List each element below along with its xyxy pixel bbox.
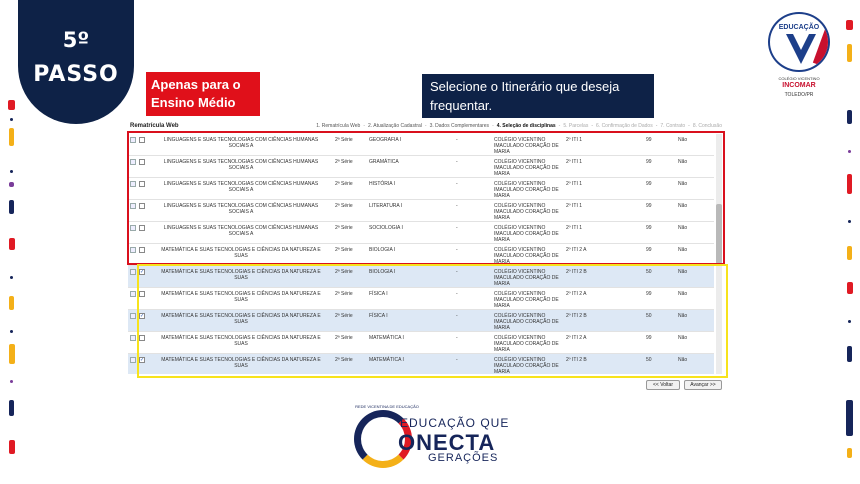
- dash-cell: -: [456, 247, 458, 253]
- class-cell: 2º ITI 2 B: [566, 313, 587, 319]
- wizard-step-2: 2. Atualização Cadastral: [367, 123, 422, 129]
- dash-cell: -: [456, 137, 458, 143]
- expand-icon[interactable]: [130, 291, 136, 297]
- flag-cell: Não: [678, 137, 688, 143]
- serie-cell: 2ª Série: [335, 137, 353, 143]
- vacancies-cell: 99: [646, 335, 652, 341]
- discipline-cell: GEOGRAFIA I: [369, 137, 402, 143]
- serie-cell: 2ª Série: [335, 269, 353, 275]
- dash-cell: -: [456, 269, 458, 275]
- right-decoration: [844, 0, 856, 484]
- wizard-step-8: 8. Conclusão: [692, 123, 722, 129]
- school-cell: COLÉGIO VICENTINO IMACULADO CORAÇÃO DE MARIA: [494, 181, 559, 199]
- brand-logo: [764, 12, 834, 108]
- serie-cell: 2ª Série: [335, 247, 353, 253]
- class-cell: 2º ITI 1: [566, 203, 582, 209]
- conecta-logo: [350, 404, 520, 470]
- school-cell: COLÉGIO VICENTINO IMACULADO CORAÇÃO DE MARIA: [494, 291, 559, 309]
- class-cell: 2º ITI 2 A: [566, 247, 587, 253]
- brand-name: INCOMAR: [782, 82, 816, 89]
- brand-school-text: COLÉGIO VICENTINO: [778, 76, 820, 81]
- vacancies-cell: 99: [646, 159, 652, 165]
- area-cell: MATEMÁTICA E SUAS TECNOLOGIAS E CIÊNCIAS DA NATUREZA E SUAS: [161, 291, 321, 303]
- next-button[interactable]: Avançar >>: [684, 380, 722, 390]
- expand-icon[interactable]: [130, 313, 136, 319]
- expand-icon[interactable]: [130, 335, 136, 341]
- back-button[interactable]: << Voltar: [646, 380, 680, 390]
- brand-top-text: EDUCAÇÃO: [778, 24, 820, 31]
- wizard-step-6: 6. Confirmação de Dados: [596, 123, 653, 129]
- vacancies-cell: 99: [646, 247, 652, 253]
- row-checkbox[interactable]: ✓: [140, 357, 145, 363]
- area-cell: LINGUAGENS E SUAS TECNOLOGIAS COM CIÊNCIAS HUMANAS SOCIAIS A: [163, 137, 319, 149]
- ensino-medio-note: Apenas para o Ensino Médio: [146, 72, 260, 116]
- flag-cell: Não: [678, 181, 688, 187]
- conecta-line3: GERAÇÕES: [428, 452, 499, 464]
- serie-cell: 2ª Série: [335, 203, 353, 209]
- class-cell: 2º ITI 1: [566, 181, 582, 187]
- discipline-cell: FÍSICA I: [369, 313, 388, 319]
- serie-cell: 2ª Série: [335, 225, 353, 231]
- class-cell: 2º ITI 2 B: [566, 269, 587, 275]
- discipline-cell: BIOLOGIA I: [369, 247, 396, 253]
- wizard-step-5: 5. Parcelas: [563, 123, 589, 129]
- dash-cell: -: [456, 313, 458, 319]
- class-cell: 2º ITI 1: [566, 137, 582, 143]
- school-cell: COLÉGIO VICENTINO IMACULADO CORAÇÃO DE MARIA: [494, 203, 559, 221]
- vacancies-cell: 99: [646, 137, 652, 143]
- discipline-cell: MATEMÁTICA I: [369, 335, 404, 341]
- school-cell: COLÉGIO VICENTINO IMACULADO CORAÇÃO DE MARIA: [494, 357, 559, 374]
- wizard-step-7: 7. Contrato: [660, 123, 686, 129]
- serie-cell: 2ª Série: [335, 357, 353, 363]
- school-cell: COLÉGIO VICENTINO IMACULADO CORAÇÃO DE MARIA: [494, 269, 559, 287]
- flag-cell: Não: [678, 335, 688, 341]
- wizard-step-3: 3. Dados Complementares: [429, 123, 490, 129]
- highlight-yellow-box: [137, 264, 728, 378]
- conecta-line1: EDUCAÇÃO QUE: [400, 416, 510, 430]
- discipline-cell: HISTÓRIA I: [369, 181, 396, 187]
- serie-cell: 2ª Série: [335, 291, 353, 297]
- area-cell: LINGUAGENS E SUAS TECNOLOGIAS COM CIÊNCIAS HUMANAS SOCIAIS A: [163, 225, 319, 237]
- discipline-cell: MATEMÁTICA I: [369, 357, 404, 363]
- dash-cell: -: [456, 335, 458, 341]
- row-checkbox[interactable]: ✓: [140, 269, 145, 275]
- vacancies-cell: 50: [646, 269, 652, 275]
- area-cell: LINGUAGENS E SUAS TECNOLOGIAS COM CIÊNCIAS HUMANAS SOCIAIS A: [163, 181, 319, 193]
- flag-cell: Não: [678, 357, 688, 363]
- flag-cell: Não: [678, 225, 688, 231]
- flag-cell: Não: [678, 203, 688, 209]
- app-title: Rematrícula Web: [130, 123, 179, 129]
- step-badge: [18, 0, 134, 124]
- discipline-cell: GRAMÁTICA: [369, 159, 399, 165]
- serie-cell: 2ª Série: [335, 313, 353, 319]
- wizard-step-1: 1. Rematrícula Web: [316, 123, 361, 129]
- serie-cell: 2ª Série: [335, 335, 353, 341]
- expand-icon[interactable]: [130, 269, 136, 275]
- dash-cell: -: [456, 203, 458, 209]
- vacancies-cell: 50: [646, 357, 652, 363]
- class-cell: 2º ITI 2 B: [566, 357, 587, 363]
- vacancies-cell: 99: [646, 291, 652, 297]
- left-decoration: [6, 0, 18, 484]
- discipline-cell: FÍSICA I: [369, 291, 388, 297]
- class-cell: 2º ITI 1: [566, 225, 582, 231]
- brand-city: TOLEDO/PR: [784, 92, 814, 98]
- vacancies-cell: 99: [646, 225, 652, 231]
- dash-cell: -: [456, 159, 458, 165]
- discipline-cell: BIOLOGIA I: [369, 269, 396, 275]
- serie-cell: 2ª Série: [335, 159, 353, 165]
- area-cell: MATEMÁTICA E SUAS TECNOLOGIAS E CIÊNCIAS DA NATUREZA E SUAS: [161, 269, 321, 281]
- area-cell: MATEMÁTICA E SUAS TECNOLOGIAS E CIÊNCIAS DA NATUREZA E SUAS: [161, 313, 321, 325]
- school-cell: COLÉGIO VICENTINO IMACULADO CORAÇÃO DE MARIA: [494, 225, 559, 243]
- conecta-line2: ONECTA: [398, 430, 496, 455]
- expand-icon[interactable]: [130, 357, 136, 363]
- vacancies-cell: 50: [646, 313, 652, 319]
- flag-cell: Não: [678, 247, 688, 253]
- school-cell: COLÉGIO VICENTINO IMACULADO CORAÇÃO DE MARIA: [494, 313, 559, 331]
- school-cell: COLÉGIO VICENTINO IMACULADO CORAÇÃO DE MARIA: [494, 159, 559, 177]
- serie-cell: 2ª Série: [335, 181, 353, 187]
- row-checkbox[interactable]: ✓: [140, 313, 145, 319]
- area-cell: MATEMÁTICA E SUAS TECNOLOGIAS E CIÊNCIAS DA NATUREZA E SUAS: [161, 357, 321, 369]
- discipline-cell: SOCIOLOGIA I: [369, 225, 403, 231]
- step-word: PASSO: [33, 62, 119, 87]
- dash-cell: -: [456, 181, 458, 187]
- class-cell: 2º ITI 1: [566, 159, 582, 165]
- wizard-steps: 1. Rematrícula Web - 2. Atualização Cadastral - 3. Dados Complementares - 4. Seleção de disciplinas - 5. Parcelas - 6. Confirmação de Dados - 7. Contrato - 8. Conclusão: [316, 123, 722, 129]
- wizard-step-4: 4. Seleção de disciplinas: [496, 123, 556, 129]
- flag-cell: Não: [678, 159, 688, 165]
- highlight-red-box: [127, 131, 725, 265]
- flag-cell: Não: [678, 269, 688, 275]
- area-cell: MATEMÁTICA E SUAS TECNOLOGIAS E CIÊNCIAS DA NATUREZA E SUAS: [161, 335, 321, 347]
- school-cell: COLÉGIO VICENTINO IMACULADO CORAÇÃO DE MARIA: [494, 247, 559, 265]
- area-cell: LINGUAGENS E SUAS TECNOLOGIAS COM CIÊNCIAS HUMANAS SOCIAIS A: [163, 159, 319, 171]
- step-number: 5º: [62, 28, 90, 52]
- vacancies-cell: 99: [646, 203, 652, 209]
- dash-cell: -: [456, 291, 458, 297]
- class-cell: 2º ITI 2 A: [566, 335, 587, 341]
- flag-cell: Não: [678, 313, 688, 319]
- itinerary-instruction: Selecione o Itinerário que deseja frequentar.: [422, 74, 654, 118]
- school-cell: COLÉGIO VICENTINO IMACULADO CORAÇÃO DE MARIA: [494, 137, 559, 155]
- conecta-arc-text: REDE VICENTINA DE EDUCAÇÃO: [355, 404, 419, 409]
- school-cell: COLÉGIO VICENTINO IMACULADO CORAÇÃO DE MARIA: [494, 335, 559, 353]
- brand-emblem: [768, 12, 830, 72]
- discipline-cell: LITERATURA I: [369, 203, 403, 209]
- vacancies-cell: 99: [646, 181, 652, 187]
- flag-cell: Não: [678, 291, 688, 297]
- area-cell: MATEMÁTICA E SUAS TECNOLOGIAS E CIÊNCIAS DA NATUREZA E SUAS: [161, 247, 321, 259]
- class-cell: 2º ITI 2 A: [566, 291, 587, 297]
- area-cell: LINGUAGENS E SUAS TECNOLOGIAS COM CIÊNCIAS HUMANAS SOCIAIS A: [163, 203, 319, 215]
- dash-cell: -: [456, 225, 458, 231]
- dash-cell: -: [456, 357, 458, 363]
